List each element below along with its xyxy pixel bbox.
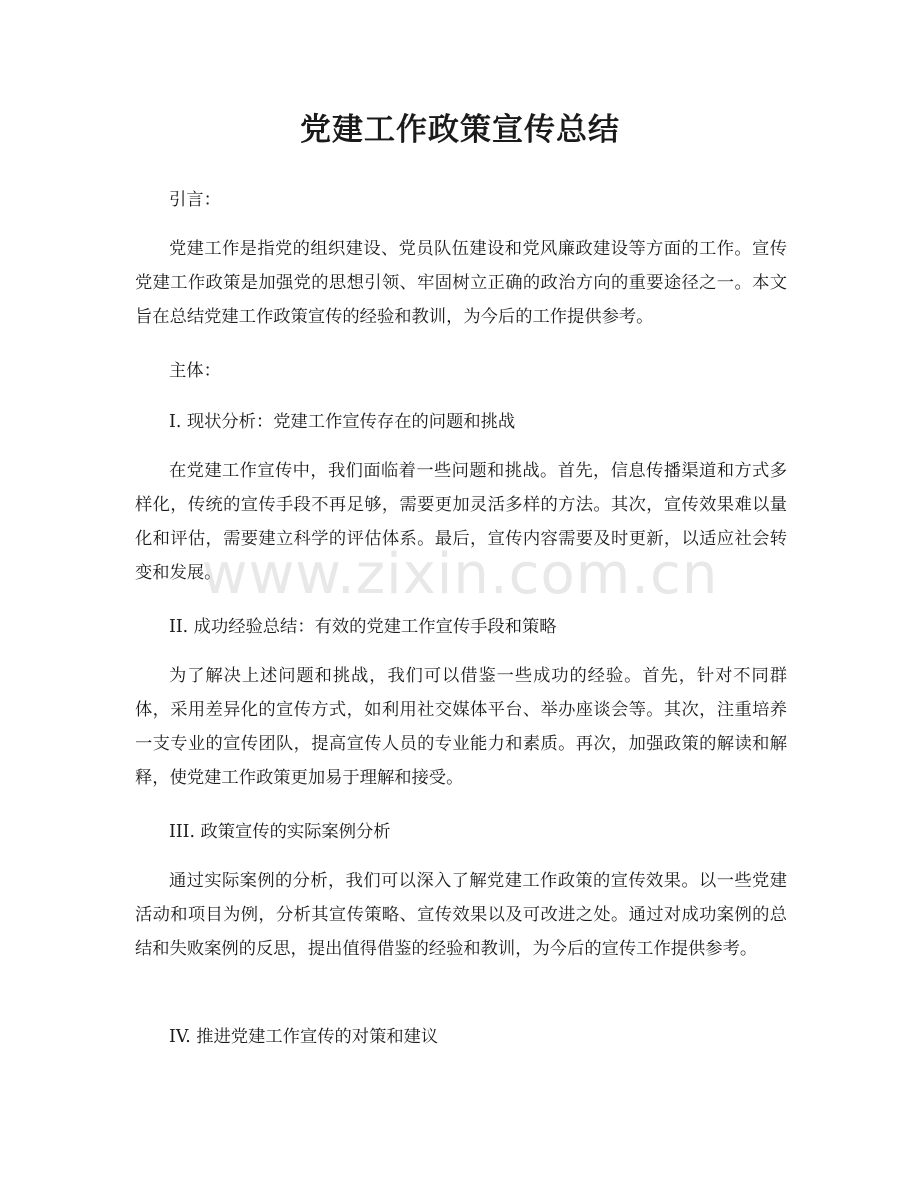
document-title: 党建工作政策宣传总结 [300, 112, 620, 148]
section-heading-1: I. 现状分析：党建工作宣传存在的问题和挑战 [169, 412, 516, 432]
intro-label: 引言： [169, 190, 221, 210]
watermark-text: www.zixin.com.cn [201, 542, 719, 607]
section-heading-3: III. 政策宣传的实际案例分析 [169, 822, 391, 842]
section-paragraph-3: 通过实际案例的分析，我们可以深入了解党建工作政策的宣传效果。以一些党建活动和项目为例，分析其宣传策略、宣传效果以及可改进之处。通过对成功案例的总结和失败案例的反思，提出值得借鉴的经验和教训，为今后的宣传工作提供参考。 [135, 871, 787, 959]
section-paragraph-1: 在党建工作宣传中，我们面临着一些问题和挑战。首先，信息传播渠道和方式多样化，传统的宣传手段不再足够，需要更加灵活多样的方法。其次，宣传效果难以量化和评估，需要建立科学的评估体系。最后，宣传内容需要及时更新，以适应社会转变和发展。 [135, 461, 787, 583]
intro-paragraph: 党建工作是指党的组织建设、党员队伍建设和党风廉政建设等方面的工作。宣传党建工作政策是加强党的思想引领、牢固树立正确的政治方向的重要途径之一。本文旨在总结党建工作政策宣传的经验和教训，为今后的工作提供参考。 [135, 239, 787, 327]
section-heading-2: II. 成功经验总结：有效的党建工作宣传手段和策略 [169, 617, 557, 637]
section-paragraph-2: 为了解决上述问题和挑战，我们可以借鉴一些成功的经验。首先，针对不同群体，采用差异化的宣传方式，如利用社交媒体平台、举办座谈会等。其次，注重培养一支专业的宣传团队，提高宣传人员的专业能力和素质。再次，加强政策的解读和解释，使党建工作政策更加易于理解和接受。 [135, 666, 787, 788]
body-label: 主体： [169, 361, 221, 381]
section-heading-4: IV. 推进党建工作宣传的对策和建议 [169, 1027, 439, 1047]
